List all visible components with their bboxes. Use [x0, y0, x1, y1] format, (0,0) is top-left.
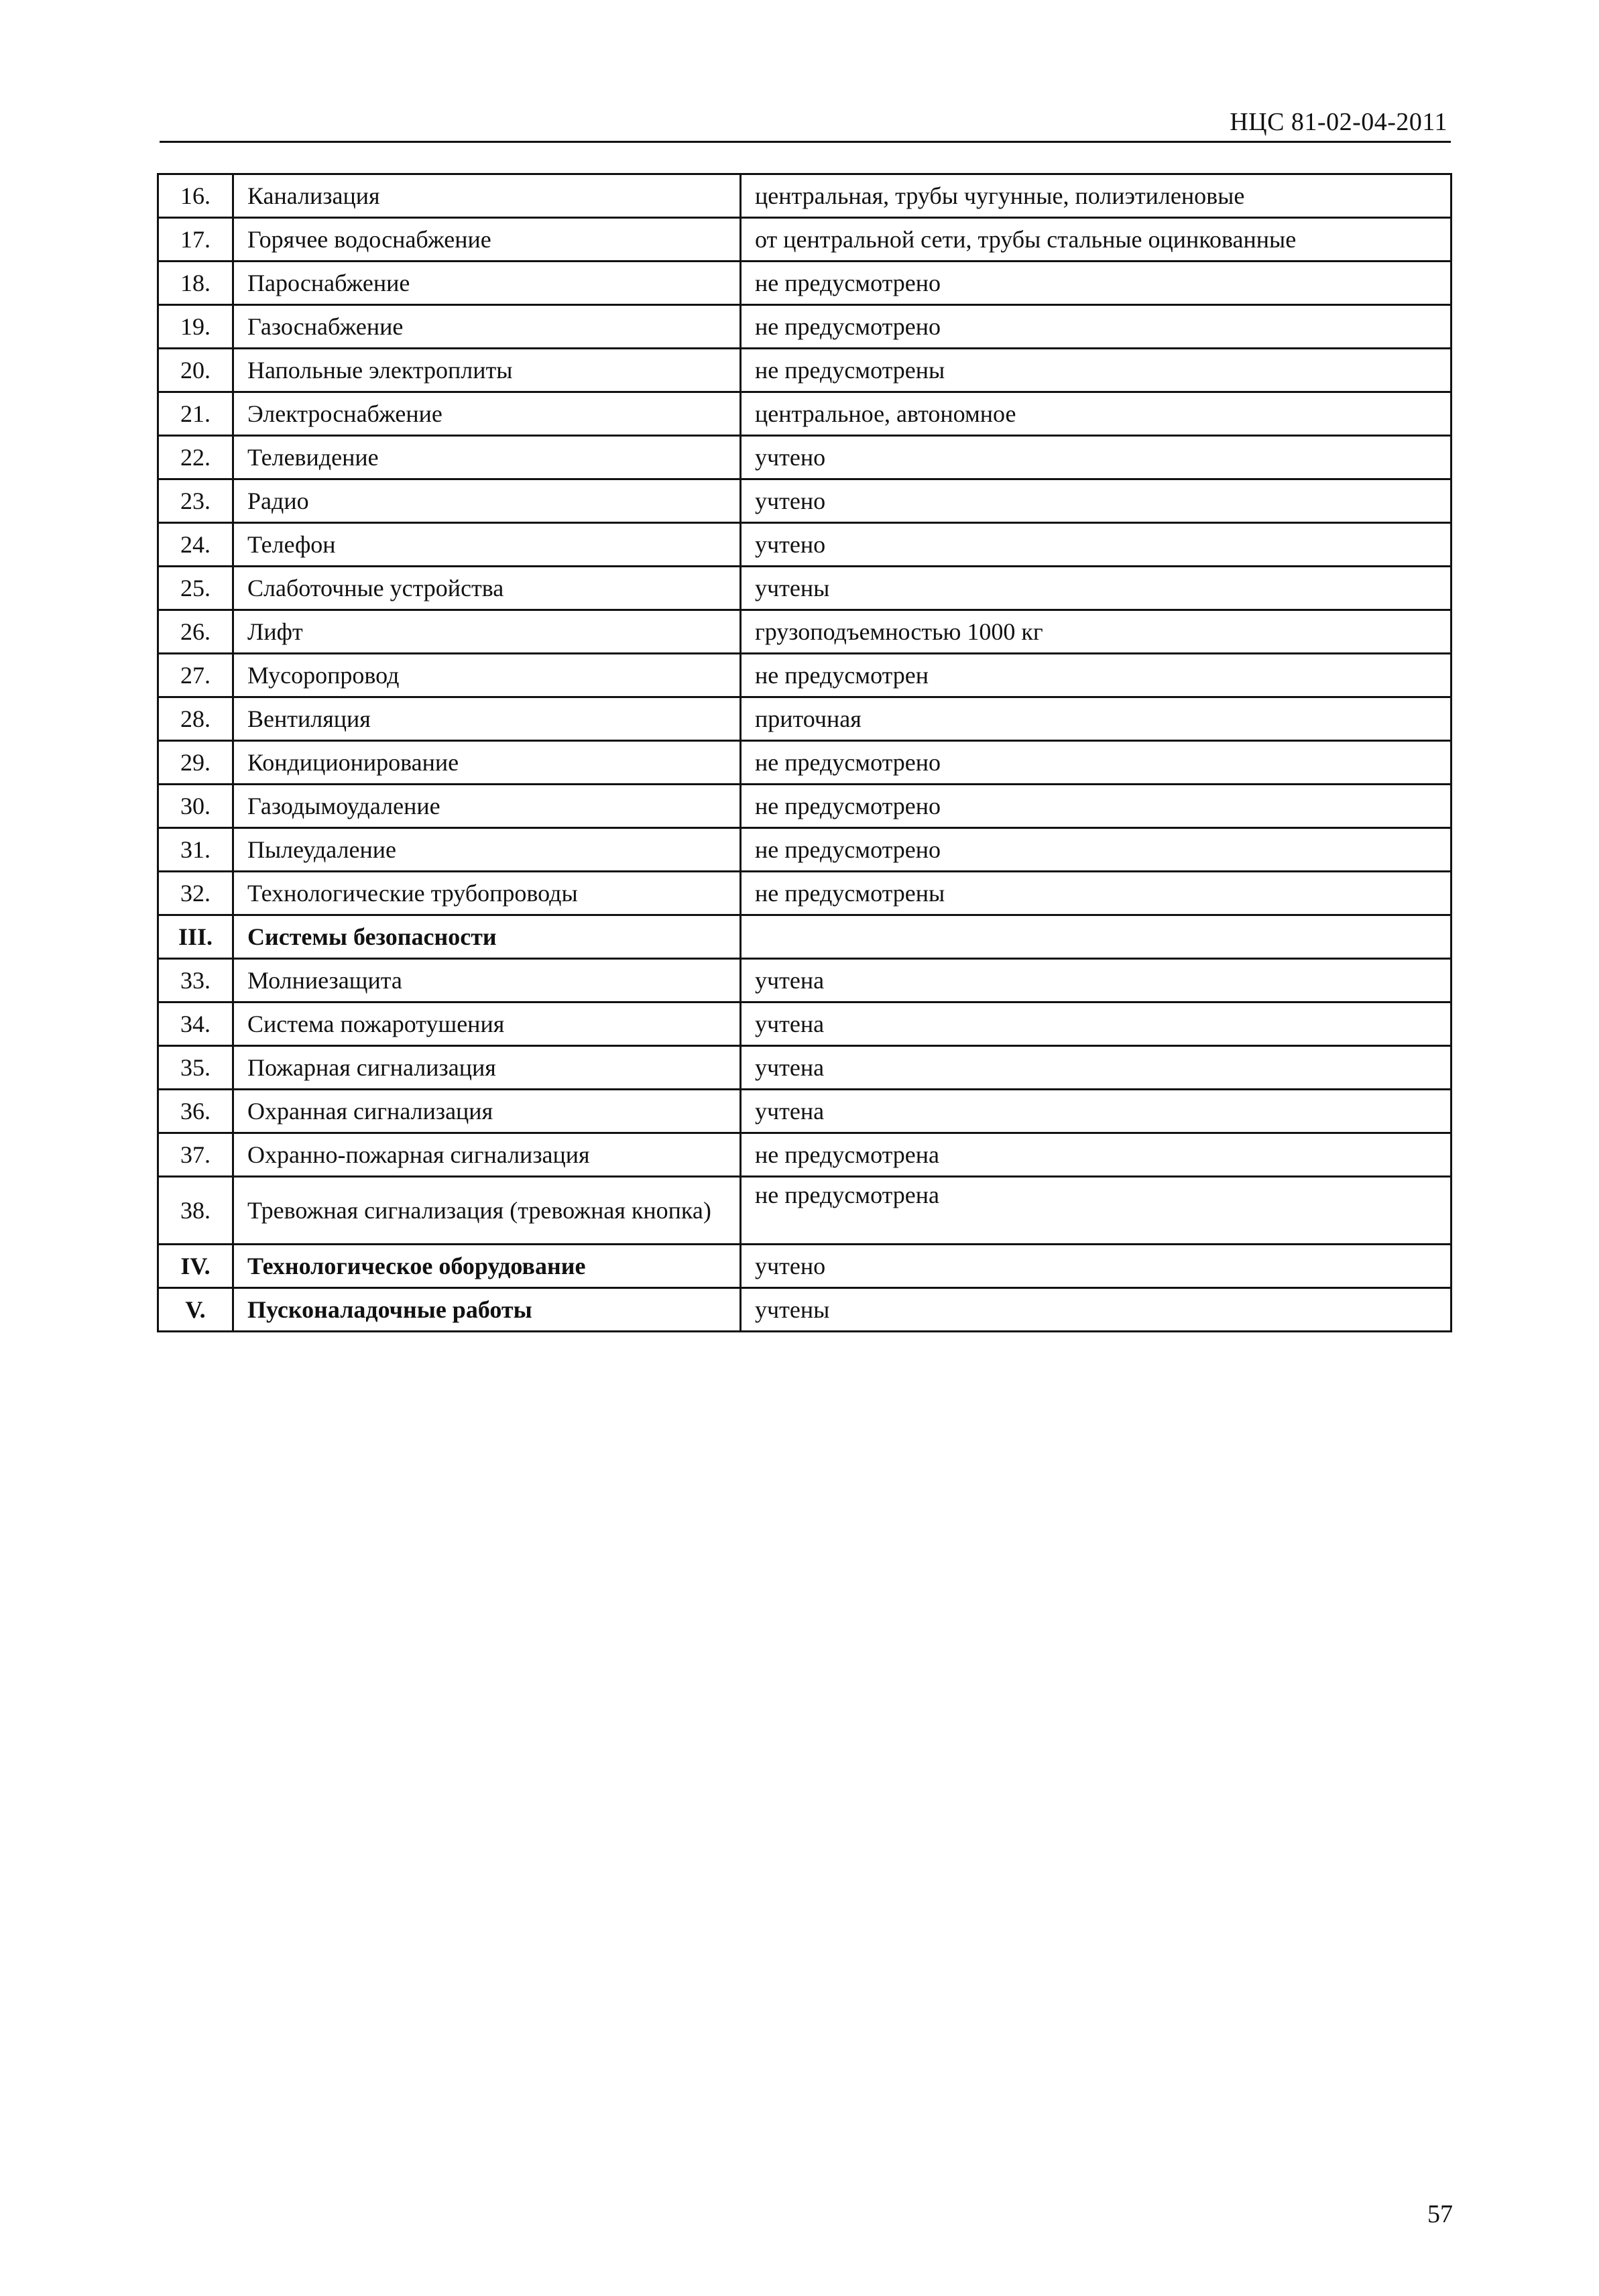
row-value: не предусмотрено	[741, 741, 1452, 785]
row-name: Пылеудаление	[233, 828, 741, 872]
section-number: V.	[158, 1288, 233, 1332]
row-number: 34.	[158, 1002, 233, 1046]
specification-table	[157, 173, 1452, 1332]
row-number: 29.	[158, 741, 233, 785]
row-name: Технологические трубопроводы	[233, 872, 741, 915]
row-name: Вентиляция	[233, 697, 741, 741]
row-name: Охранно-пожарная сигнализация	[233, 1133, 741, 1177]
row-name: Напольные электроплиты	[233, 349, 741, 392]
row-value: учтена	[741, 959, 1452, 1002]
row-number: 22.	[158, 436, 233, 479]
table-row	[158, 697, 1452, 741]
table-row	[158, 523, 1452, 567]
row-name: Мусоропровод	[233, 654, 741, 697]
row-name: Система пожаротушения	[233, 1002, 741, 1046]
table-row	[158, 567, 1452, 610]
row-value: не предусмотрено	[741, 785, 1452, 828]
row-name: Газоснабжение	[233, 305, 741, 349]
row-name: Тревожная сигнализация (тревожная кнопка)	[233, 1177, 741, 1245]
page-number: 57	[1427, 2200, 1453, 2228]
row-value: грузоподъемностью 1000 кг	[741, 610, 1452, 654]
row-value: от центральной сети, трубы стальные оцинкованные	[741, 218, 1452, 262]
row-value: учтено	[741, 523, 1452, 567]
section-title: Системы безопасности	[233, 915, 741, 959]
table-row	[158, 1090, 1452, 1133]
table-row	[158, 305, 1452, 349]
table-row	[158, 654, 1452, 697]
row-name: Газодымоудаление	[233, 785, 741, 828]
row-value: не предусмотрена	[741, 1133, 1452, 1177]
row-name: Электроснабжение	[233, 392, 741, 436]
table-row	[158, 610, 1452, 654]
row-number: 28.	[158, 697, 233, 741]
row-name: Телевидение	[233, 436, 741, 479]
row-name: Пожарная сигнализация	[233, 1046, 741, 1090]
section-number: IV.	[158, 1245, 233, 1288]
row-value: учтены	[741, 567, 1452, 610]
row-number: 38.	[158, 1177, 233, 1245]
row-value: учтена	[741, 1090, 1452, 1133]
row-name: Канализация	[233, 174, 741, 218]
section-row-safety-systems	[158, 915, 1452, 959]
row-number: 32.	[158, 872, 233, 915]
section-value	[741, 915, 1452, 959]
row-value: центральная, трубы чугунные, полиэтиленовые	[741, 174, 1452, 218]
row-number: 30.	[158, 785, 233, 828]
row-value: не предусмотрено	[741, 828, 1452, 872]
row-name: Лифт	[233, 610, 741, 654]
table-row	[158, 785, 1452, 828]
row-name: Слаботочные устройства	[233, 567, 741, 610]
row-name: Радио	[233, 479, 741, 523]
row-value: не предусмотрены	[741, 349, 1452, 392]
row-number: 21.	[158, 392, 233, 436]
row-name: Горячее водоснабжение	[233, 218, 741, 262]
row-value: не предусмотрен	[741, 654, 1452, 697]
table-row	[158, 218, 1452, 262]
row-number: 31.	[158, 828, 233, 872]
table-row	[158, 1046, 1452, 1090]
table-row	[158, 436, 1452, 479]
section-title: Пусконаладочные работы	[233, 1288, 741, 1332]
row-value: учтено	[741, 436, 1452, 479]
row-value: учтена	[741, 1046, 1452, 1090]
table-row	[158, 392, 1452, 436]
row-value: учтена	[741, 1002, 1452, 1046]
row-number: 24.	[158, 523, 233, 567]
row-name: Молниезащита	[233, 959, 741, 1002]
row-number: 19.	[158, 305, 233, 349]
table-row	[158, 1177, 1452, 1245]
table-row	[158, 828, 1452, 872]
row-number: 33.	[158, 959, 233, 1002]
row-name: Телефон	[233, 523, 741, 567]
row-number: 20.	[158, 349, 233, 392]
section-row-commissioning	[158, 1288, 1452, 1332]
row-name: Кондиционирование	[233, 741, 741, 785]
section-title: Технологическое оборудование	[233, 1245, 741, 1288]
row-number: 16.	[158, 174, 233, 218]
header-rule	[160, 141, 1451, 143]
row-number: 35.	[158, 1046, 233, 1090]
section-number: III.	[158, 915, 233, 959]
table-row	[158, 959, 1452, 1002]
table-row	[158, 1002, 1452, 1046]
row-number: 23.	[158, 479, 233, 523]
table-row	[158, 262, 1452, 305]
document-code: НЦС 81-02-04-2011	[1230, 108, 1447, 136]
row-value: учтено	[741, 479, 1452, 523]
row-number: 17.	[158, 218, 233, 262]
section-value: учтено	[741, 1245, 1452, 1288]
table-row	[158, 349, 1452, 392]
row-number: 37.	[158, 1133, 233, 1177]
row-name: Охранная сигнализация	[233, 1090, 741, 1133]
row-value: не предусмотрены	[741, 872, 1452, 915]
table-row	[158, 174, 1452, 218]
row-value: центральное, автономное	[741, 392, 1452, 436]
row-value: приточная	[741, 697, 1452, 741]
row-number: 26.	[158, 610, 233, 654]
row-value: не предусмотрено	[741, 305, 1452, 349]
row-number: 18.	[158, 262, 233, 305]
section-value: учтены	[741, 1288, 1452, 1332]
row-value: не предусмотрена	[741, 1177, 1452, 1245]
table-row	[158, 479, 1452, 523]
section-row-process-equipment	[158, 1245, 1452, 1288]
row-name: Пароснабжение	[233, 262, 741, 305]
table-row	[158, 872, 1452, 915]
table-row	[158, 1133, 1452, 1177]
row-number: 27.	[158, 654, 233, 697]
row-value: не предусмотрено	[741, 262, 1452, 305]
row-number: 25.	[158, 567, 233, 610]
table-row	[158, 741, 1452, 785]
row-number: 36.	[158, 1090, 233, 1133]
